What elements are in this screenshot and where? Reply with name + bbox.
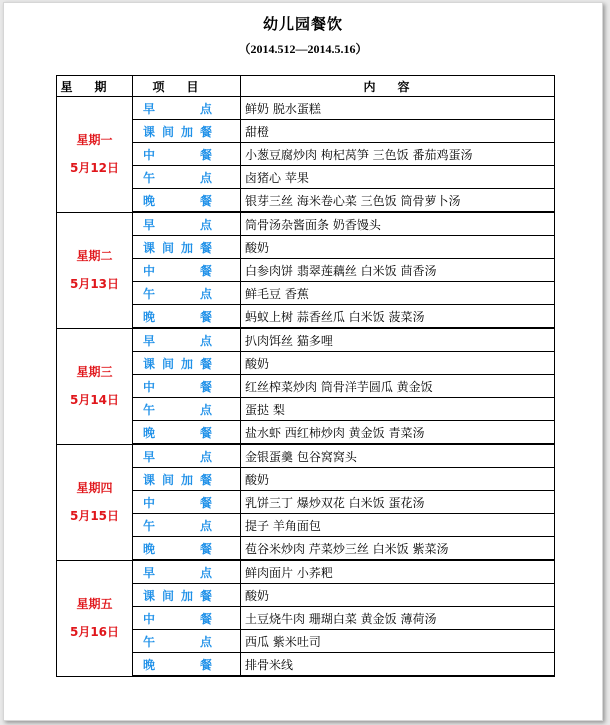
day-name: 星期五 [76, 597, 113, 611]
document-page [3, 2, 603, 721]
meal-item: 午点 [133, 398, 241, 421]
day-cell [57, 444, 133, 560]
header-item: 项目 [133, 76, 241, 97]
meal-item: 中餐 [133, 607, 241, 630]
header-day: 星期 [57, 76, 133, 97]
meal-content: 土豆烧牛肉 珊瑚白菜 黄金饭 薄荷汤 [241, 607, 555, 630]
day-date: 5月12日 [69, 161, 120, 176]
meal-content: 扒肉饵丝 猫多哩 [241, 328, 555, 352]
meal-content: 盐水虾 西红柿炒肉 黄金饭 青菜汤 [241, 421, 555, 445]
meal-content: 提子 羊角面包 [241, 514, 555, 537]
meal-content: 甜橙 [241, 120, 555, 143]
day-name: 星期二 [76, 249, 113, 263]
day-cell [57, 212, 133, 328]
table-row [57, 560, 555, 584]
day-cell [57, 97, 133, 213]
meal-item: 早点 [133, 444, 241, 468]
menu-table [56, 75, 555, 677]
day-date: 5月16日 [69, 625, 120, 639]
meal-item: 中餐 [133, 375, 241, 398]
day-date: 5月15日 [69, 509, 120, 523]
day-cell [57, 328, 133, 444]
day-date: 5月14日 [69, 393, 120, 407]
meal-content: 酸奶 [241, 236, 555, 259]
meal-item: 晚餐 [133, 189, 241, 213]
meal-item: 午点 [133, 514, 241, 537]
menu-body [57, 97, 555, 677]
day-cell [57, 560, 133, 676]
table-row [57, 212, 555, 236]
meal-content: 鲜肉面片 小荞粑 [241, 560, 555, 584]
meal-content: 排骨米线 [241, 653, 555, 677]
day-date: 5月13日 [69, 277, 120, 291]
meal-item: 早点 [133, 328, 241, 352]
meal-content: 苞谷米炒肉 芹菜炒三丝 白米饭 紫菜汤 [241, 537, 555, 561]
meal-item: 课间加餐 [133, 584, 241, 607]
date-range: （2014.512—2014.5.16） [238, 42, 368, 56]
table-row [57, 444, 555, 468]
table-row [57, 328, 555, 352]
meal-item: 中餐 [133, 259, 241, 282]
meal-item: 午点 [133, 166, 241, 189]
meal-item: 早点 [133, 97, 241, 120]
meal-content: 金银蛋羹 包谷窝窝头 [241, 444, 555, 468]
meal-content: 银芽三丝 海米卷心菜 三色饭 筒骨萝卜汤 [241, 189, 555, 213]
meal-content: 蛋挞 梨 [241, 398, 555, 421]
meal-content: 西瓜 紫米吐司 [241, 630, 555, 653]
meal-item: 中餐 [133, 143, 241, 166]
meal-content: 酸奶 [241, 352, 555, 375]
meal-content: 红丝榨菜炒肉 筒骨洋芋圆瓜 黄金饭 [241, 375, 555, 398]
meal-item: 中餐 [133, 491, 241, 514]
day-name: 星期四 [76, 481, 113, 495]
meal-item: 早点 [133, 212, 241, 236]
meal-content: 鲜毛豆 香蕉 [241, 282, 555, 305]
meal-item: 午点 [133, 630, 241, 653]
meal-item: 晚餐 [133, 537, 241, 561]
meal-content: 酸奶 [241, 468, 555, 491]
meal-content: 白参肉饼 翡翠莲藕丝 白米饭 茴香汤 [241, 259, 555, 282]
meal-item: 晚餐 [133, 421, 241, 445]
meal-content: 小葱豆腐炒肉 枸杞莴笋 三色饭 番茄鸡蛋汤 [241, 143, 555, 166]
meal-item: 晚餐 [133, 653, 241, 677]
meal-item: 午点 [133, 282, 241, 305]
meal-item: 课间加餐 [133, 468, 241, 491]
meal-content: 卤猪心 苹果 [241, 166, 555, 189]
meal-content: 蚂蚁上树 蒜香丝瓜 白米饭 菠菜汤 [241, 305, 555, 329]
meal-item: 课间加餐 [133, 236, 241, 259]
meal-content: 筒骨汤杂酱面条 奶香馒头 [241, 212, 555, 236]
meal-content: 乳饼三丁 爆炒双花 白米饭 蛋花汤 [241, 491, 555, 514]
meal-item: 晚餐 [133, 305, 241, 329]
day-name: 星期一 [76, 133, 113, 148]
meal-content: 鲜奶 脱水蛋糕 [241, 97, 555, 120]
table-row [57, 97, 555, 120]
day-name: 星期三 [76, 365, 113, 379]
document-title: 幼儿园餐饮 [262, 15, 343, 33]
header-content: 内容 [241, 76, 555, 97]
meal-item: 课间加餐 [133, 120, 241, 143]
meal-content: 酸奶 [241, 584, 555, 607]
table-header-row [57, 76, 555, 97]
meal-item: 早点 [133, 560, 241, 584]
meal-item: 课间加餐 [133, 352, 241, 375]
